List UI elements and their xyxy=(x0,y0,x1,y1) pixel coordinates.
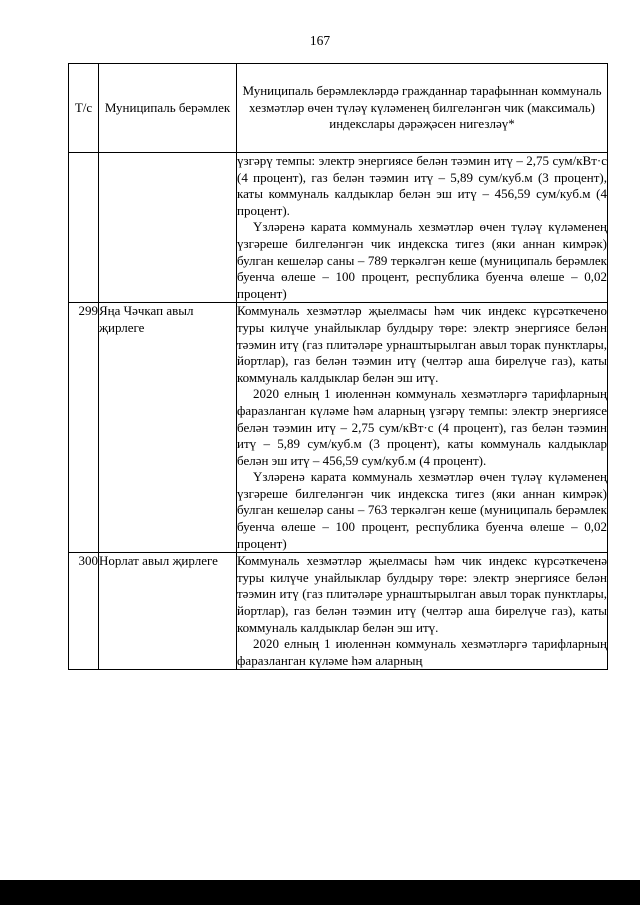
table-row xyxy=(69,303,608,553)
row-municipality: Норлат авыл җирлеге xyxy=(99,553,237,670)
paragraph: Үзләренә карата коммуналь хезмәтләр өчен түләү күләменең үзгәреше билгеләнгән чик индекска тигез (яки аннан кимрәк) булган кешеләр саны – 763 теркәлгән кеше (муниципаль берәмлек буенча өлеше – 100 процент, республика буенча өлеше – 0,02 процент) xyxy=(237,469,607,551)
row-num xyxy=(69,153,99,303)
paragraph: 2020 елның 1 июленнән коммуналь хезмәтләргә тарифларның фаразланган күләме һәм аларның үзгәрү темпы: электр энергиясе белән тәэмин итү – 2,75 сум/кВт·с (4 процент), газ белән тәэмин итү – 5,89 сум/куб.м (3 процент), каты коммуналь калдыклар белән эш итү – 456,59 сум/куб.м (4 процент). xyxy=(237,386,607,468)
paragraph: Үзләренә карата коммуналь хезмәтләр өчен түләү күләменең үзгәреше билгеләнгән чик индекска тигез (яки аннан кимрәк) булган кешеләр саны – 789 теркәлгән кеше (муниципаль берәмлек буенча өлеше – 100 процент, республика буенча өлеше – 0,02 процент) xyxy=(237,219,607,301)
municipality-table xyxy=(68,63,608,670)
header-num: Т/с xyxy=(69,64,99,153)
row-description xyxy=(237,553,608,670)
row-description xyxy=(237,303,608,553)
table-row xyxy=(69,153,608,303)
page-number: 167 xyxy=(309,33,331,48)
scan-border xyxy=(0,880,640,905)
table-row xyxy=(69,553,608,670)
paragraph: 2020 елның 1 июленнән коммуналь хезмәтләргә тарифларның фаразланган күләме һәм аларның xyxy=(237,636,607,668)
paragraph: Коммуналь хезмәтләр җыелмасы һәм чик индекс күрсәткечено туры килүче унайлыклар булдыру төре: электр энергиясе белән тәэмин итү (газ плитәләре урнаштырылган авыл торак пунктлары, йортлар), газ белән тәэмин итү (челтәр аша бирелүче газ), каты коммуналь калдыклар белән эш итү. xyxy=(237,303,607,385)
paragraph: үзгәрү темпы: электр энергиясе белән тәэмин итү – 2,75 сум/кВт·с (4 процент), газ белән тәэмин итү – 5,89 сум/куб.м (3 процент), каты коммуналь калдыклар белән эш итү – 456,59 сум/куб.м (4 процент). xyxy=(237,153,607,218)
header-description: Муниципаль берәмлекләрдә гражданнар тарафыннан коммуналь хезмәтләр өчен түләү күләменең билгеләнгән чик (максималь) индекслары дәрәҗәсен нигезләү* xyxy=(237,64,608,153)
table-header-row xyxy=(69,64,608,153)
header-municipality: Муниципаль берәмлек xyxy=(99,64,237,153)
row-num: 299 xyxy=(69,303,99,553)
row-num: 300 xyxy=(69,553,99,670)
row-municipality: Яңа Чәчкап авыл җирлеге xyxy=(99,303,237,553)
paragraph: Коммуналь хезмәтләр җыелмасы һәм чик индекс күрсәткеченә туры килүче унайлыклар булдыру төре: электр энергиясе белән тәэмин итү (газ плитәләре урнаштырылган авыл торак пунктлары, йортлар), газ белән тәэмин итү (челтәр аша бирелүче газ), каты коммуналь калдыклар белән эш итү. xyxy=(237,553,607,635)
row-description xyxy=(237,153,608,303)
row-municipality xyxy=(99,153,237,303)
